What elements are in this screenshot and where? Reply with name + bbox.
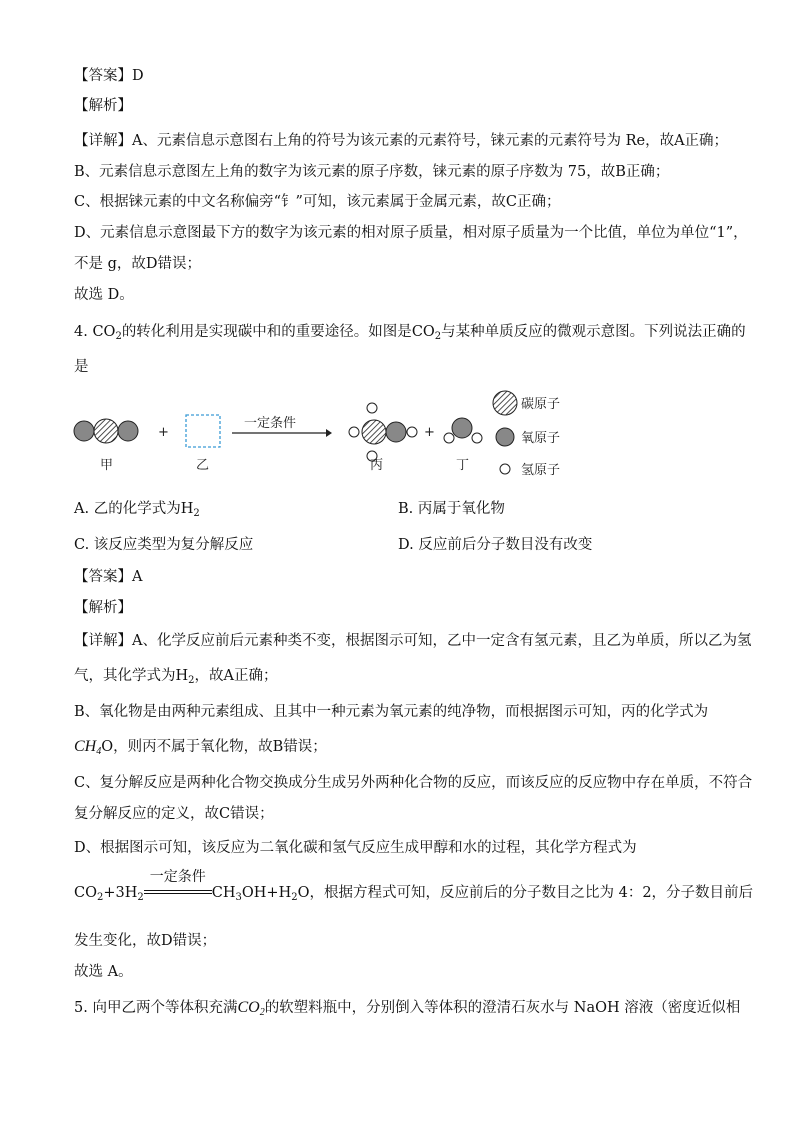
label-bing: 丙 (370, 458, 384, 473)
arrow-condition: 一定条件 (244, 416, 297, 431)
label-yi: 乙 (196, 458, 210, 473)
plus-sign-2: + (424, 425, 435, 440)
atom-legend (493, 391, 560, 478)
explain-4-a: 【详解】A、化学反应前后元素种类不变，根据图示可知，乙中一定含有氢元素，且乙为单质，所以乙为氢 (74, 633, 752, 649)
explain-4-c: C、复分解反应是两种化合物交换成分生成另外两种化合物的反应，而该反应的反应物中存在单质，不符合 (74, 775, 753, 791)
option-d: D. 反应前后分子数目没有改变 (398, 537, 593, 553)
analysis-label-4: 【解析】 (74, 600, 132, 616)
explain-4-c-cont: 复分解反应的定义，故C错误； (74, 806, 274, 822)
question-4-stem: 4. $CO_2$的转化利用是实现碳中和的重要途径。如图是$CO_2$与某种单质反应的微观示意图。下列说法正确的 (74, 324, 746, 342)
conclusion-line-4: 故选 A。 (74, 964, 133, 980)
option-c: C. 该反应类型为复分解反应 (74, 537, 254, 553)
chemical-equation-line: $CO_2+3H_2$ 一定条件 $CH_3OH+H_2O$，根据方程式可知，反应前后的分子数目之比为 4：2，分子数目前后 (74, 869, 754, 903)
analysis-label-3: 【解析】 (74, 98, 132, 114)
reaction-diagram (60, 385, 620, 485)
explain-line-d-cont: 不是 g，故D错误； (74, 256, 202, 272)
molecule-co2 (74, 419, 138, 443)
arrow-head (326, 429, 332, 437)
legend-carbon: 碳原子 (521, 397, 561, 412)
explain-4-a-cont: 气，其化学式为$H_2$，故A正确； (74, 668, 278, 686)
answer-label-3: 【答案】D (74, 68, 144, 84)
explain-4-d: D、根据图示可知，该反应为二氧化碳和氢气反应生成甲醇和水的过程，其化学方程式为 (74, 840, 637, 856)
conclusion-line-3: 故选 D。 (74, 287, 134, 303)
legend-oxygen: 氧原子 (521, 431, 561, 446)
molecule-h2o (444, 418, 482, 443)
explain-line-a: 【详解】A、元素信息示意图右上角的符号为该元素的元素符号，铼元素的元素符号为 Re，故A正确； (74, 133, 729, 149)
equation-condition-sign: 一定条件 (144, 883, 212, 903)
answer-label-4: 【答案】A (74, 569, 143, 585)
explain-4-b-cont: $CH_4O$，则丙不属于氧化物，故B错误； (74, 738, 327, 757)
legend-hydrogen: 氢原子 (521, 463, 561, 478)
explain-4-d-cont: 发生变化，故D错误； (74, 933, 217, 949)
question-4-stem-cont: 是 (74, 359, 89, 375)
molecule-ch3oh (349, 403, 417, 461)
label-jia: 甲 (100, 458, 114, 473)
question-5-stem: 5. 向甲乙两个等体积充满$CO_2$的软塑料瓶中，分别倒入等体积的澄清石灰水与 NaOH 溶液（密度近似相 (74, 999, 741, 1018)
unknown-substance-box (186, 415, 220, 447)
label-ding: 丁 (456, 458, 470, 473)
explain-line-d: D、元素信息示意图最下方的数字为该元素的相对原子质量，相对原子质量为一个比值，单位为单位“1”， (74, 225, 748, 241)
explain-4-b: B、氧化物是由两种元素组成、且其中一种元素为氧元素的纯净物，而根据图示可知，丙的化学式为 (74, 704, 709, 720)
plus-sign-1: + (158, 425, 169, 440)
explain-line-b: B、元素信息示意图左上角的数字为该元素的原子序数，铼元素的原子序数为 75，故B正确； (74, 164, 670, 180)
explain-line-c: C、根据铼元素的中文名称偏旁“钅”可知，该元素属于金属元素，故C正确； (74, 194, 561, 210)
option-b: B. 丙属于氧化物 (398, 501, 505, 517)
option-a: A. 乙的化学式为$H_2$ (74, 501, 200, 519)
